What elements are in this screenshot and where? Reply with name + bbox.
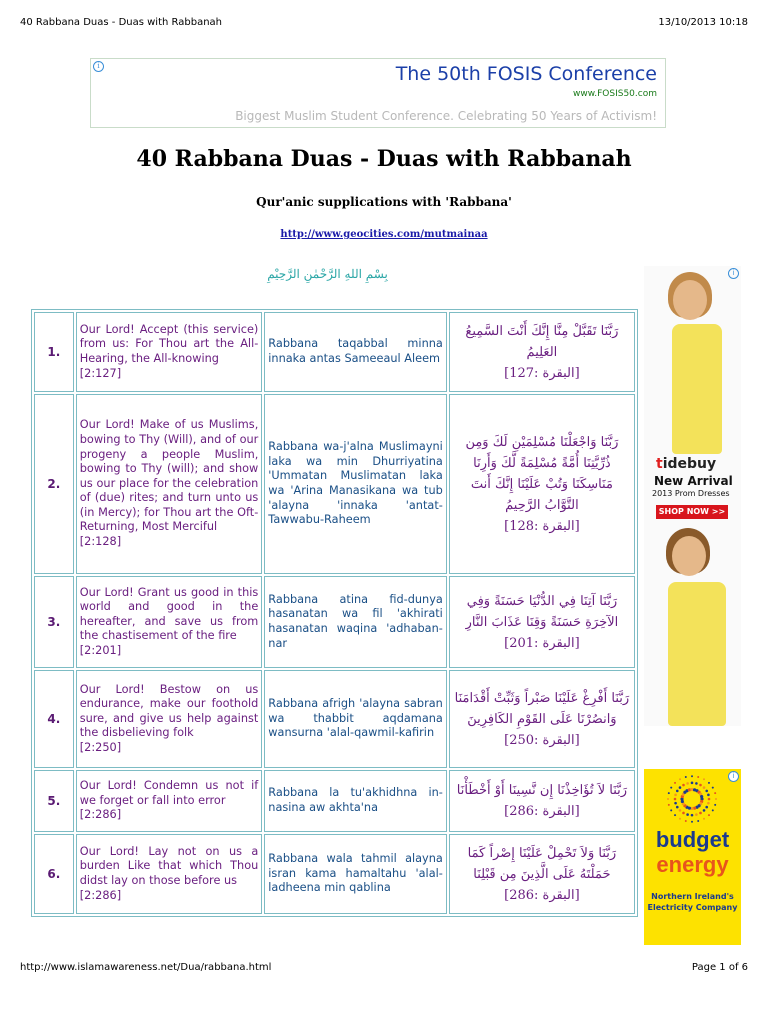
dua-transliteration: Rabbana wala tahmil alayna isran kama hamaltahu 'alal-ladheena min qablina (264, 834, 447, 914)
logo-dot (708, 798, 711, 801)
dua-number: 3. (34, 576, 74, 668)
logo-dot (670, 809, 672, 811)
brand-line-2: energy (656, 852, 729, 877)
logo-dot (679, 809, 682, 812)
dua-arabic (449, 312, 635, 392)
dua-arabic-text: رَبَّنَا وَلاَ تَحْمِلْ عَلَيْنَا إِصْراً كَمَا حَمَلْتَهُ عَلَى الَّذِينَ مِن قَبْلِنَا (467, 845, 617, 882)
dua-english (76, 670, 263, 768)
dua-arabic (449, 576, 635, 668)
dua-arabic-text: رَبَّنَا أَفْرِغْ عَلَيْنَا صَبْراً وَثَبِّتْ أَقْدَامَنَا وَانصُرْنَا عَلَى القَوْمِ الكَافِرِينَ (454, 690, 630, 727)
logo-dot (699, 784, 702, 787)
logo-dot (674, 794, 677, 797)
model-face (672, 536, 706, 576)
dua-transliteration: Rabbana wa-j'alna Muslimayni laka wa min Dhurriyatina 'Ummatan Muslimatan laka wa 'Arina Manasikana wa tub 'alayna 'innaka 'antat-Tawwabu-Raheem (264, 394, 447, 574)
dua-table (31, 309, 638, 917)
dua-english-text: Our Lord! Lay not on us a burden Like that which Thou didst lay on those before us (79, 844, 259, 887)
dua-row (34, 576, 635, 668)
brand-line-1: budget (655, 827, 730, 852)
dua-english-text: Our Lord! Bestow on us endurance, make our foothold sure, and give us help against the disbelieving folk (79, 682, 259, 740)
logo-dot (686, 813, 689, 816)
dua-english-text: Our Lord! Condemn us not if we forget or fall into error (79, 779, 259, 807)
dua-transliteration: Rabbana atina fid-dunya hasanatan wa fil 'akhirati hasanatan waqina 'adhaban-nar (264, 576, 447, 668)
logo-dot (703, 786, 706, 789)
dua-arabic-reference: [البقرة :201] (504, 635, 580, 651)
logo-dot (668, 792, 670, 794)
dua-number: 6. (34, 834, 74, 914)
dua-arabic-text: رَبَّنَا آتِنَا فِي الدُّنْيَا حَسَنَةً وَفِي الآخِرَةِ حَسَنَةً وَقِنَا عَذَابَ النَّارِ (465, 593, 619, 630)
logo-dot (703, 809, 706, 812)
dua-reference: [2:201] (79, 643, 122, 657)
page-title: 40 Rabbana Duas - Duas with Rabbanah (136, 146, 632, 172)
dua-english-text: Our Lord! Grant us good in this world and good in the hereafter, and save us from the chastisement of the fire (79, 585, 259, 643)
dua-arabic-reference: [البقرة :286] (504, 887, 580, 903)
dua-english-text: Our Lord! Make of us Muslims, bowing to Thy (Will), and of our progeny a people Muslim, bowing to Thy (will); and show us our place for the celebration of (due) rites; and turn unto us (in Mercy); for Thou art the Oft-Returning, Most Merciful (79, 418, 259, 534)
logo-dot (712, 809, 714, 811)
logo-dot (712, 787, 714, 789)
logo-dot (679, 786, 682, 789)
logo-dot (679, 818, 681, 820)
dua-row (34, 770, 635, 832)
side-ad-dresses[interactable] (644, 266, 741, 726)
dua-english (76, 576, 263, 668)
dua-reference: [2:127] (79, 366, 122, 380)
dua-arabic (449, 770, 635, 832)
dua-arabic (449, 394, 635, 574)
dua-reference: [2:128] (79, 535, 122, 549)
dua-transliteration: Rabbana la tu'akhidhna in-nasina aw akhta'na (264, 770, 447, 832)
logo-dot (676, 790, 679, 793)
dua-number: 5. (34, 770, 74, 832)
logo-dot (691, 782, 694, 785)
ad-headline: New Arrival (654, 474, 733, 488)
logo-dot (714, 804, 716, 806)
dua-number: 1. (34, 312, 74, 392)
logo-dot (670, 787, 672, 789)
dua-arabic-reference: [البقرة :128] (504, 518, 580, 534)
logo-dot (705, 806, 708, 809)
logo-dot (705, 790, 708, 793)
logo-dot (685, 820, 687, 822)
dua-reference: [2:250] (79, 740, 122, 754)
yellow-dress-image (668, 582, 726, 726)
logo-dot (707, 794, 710, 797)
geocities-link[interactable]: http://www.geocities.com/mutmainaa (280, 229, 488, 240)
dua-arabic-reference: [البقرة :250] (504, 732, 580, 748)
logo-dot (697, 820, 699, 822)
logo-dot (679, 778, 681, 780)
logo-dot (697, 776, 699, 778)
logo-dot (695, 782, 698, 785)
banner-ad-url[interactable]: www.FOSIS50.com (573, 89, 657, 99)
logo-dot (682, 812, 685, 815)
logo-dot (674, 802, 677, 805)
logo-dot (682, 784, 685, 787)
bismillah-text: بِسْمِ اللهِ الرَّحْمٰنِ الرَّحِيْمِ (267, 267, 388, 281)
print-header-title: 40 Rabbana Duas - Duas with Rabbanah (20, 17, 223, 28)
logo-dot (674, 798, 677, 801)
tidebuy-logo: tidebuy (656, 456, 717, 472)
logo-dot (676, 806, 679, 809)
dua-arabic-reference: [البقرة :127] (504, 365, 580, 381)
logo-dot (691, 775, 693, 777)
shop-now-button[interactable]: SHOP NOW >> (656, 505, 728, 519)
banner-ad[interactable] (90, 58, 666, 128)
side-ad-budget-energy[interactable] (644, 769, 741, 945)
print-header (20, 17, 748, 31)
logo-dot (700, 795, 703, 798)
logo-dot (674, 814, 676, 816)
info-icon[interactable]: i (728, 771, 739, 782)
logo-dot (686, 782, 689, 785)
dua-number: 4. (34, 670, 74, 768)
logo-dot (691, 814, 694, 817)
print-header-datetime: 13/10/2013 10:18 (658, 17, 748, 28)
dua-row (34, 834, 635, 914)
dua-row (34, 394, 635, 574)
logo-dot (714, 792, 716, 794)
dua-english (76, 312, 263, 392)
dua-row (34, 312, 635, 392)
dua-reference: [2:286] (79, 888, 122, 902)
logo-dot (685, 776, 687, 778)
logo-dot (699, 812, 702, 815)
ad-subline: 2013 Prom Dresses (652, 489, 730, 498)
logo-dot (691, 821, 693, 823)
dua-transliteration: Rabbana taqabbal minna innaka antas Sameeaul Aleem (264, 312, 447, 392)
dua-arabic (449, 670, 635, 768)
logo-dot (703, 778, 705, 780)
dua-arabic (449, 834, 635, 914)
brand-tagline: Northern Ireland's Electricity Company (647, 892, 738, 912)
dua-english (76, 394, 263, 574)
logo-dot (707, 802, 710, 805)
print-footer-page: Page 1 of 6 (691, 962, 748, 973)
model-face (673, 280, 707, 320)
dua-arabic-reference: [البقرة :286] (504, 804, 580, 819)
yellow-dress-image (672, 324, 722, 454)
dua-arabic-text: رَبَّنَا وَاجْعَلْنَا مُسْلِمَيْنِ لَكَ وَمِن ذُرِّيَّتِنَا أُمَّةً مُسْلِمَةً لَّكَ وَأَرِنَا مَنَاسِكَنَا وَتُبْ عَلَيْنَا إِنَّكَ أَنتَ التَّوَّابُ الرَّحِيمُ (465, 434, 619, 513)
dua-english (76, 834, 263, 914)
dua-english-text: Our Lord! Accept (this service) from us: For Thou art the All-Hearing, the All-knowing (79, 322, 259, 365)
dua-english (76, 770, 263, 832)
dua-arabic-text: رَبَّنَا تَقَبَّلْ مِنَّا إِنَّكَ أَنْتَ السَّمِيعُ العَلِيمُ (465, 323, 619, 360)
logo-dot (668, 804, 670, 806)
dua-transliteration: Rabbana afrigh 'alayna sabran wa thabbit aqdamana wansurna 'alal-qawmil-kafirin (264, 670, 447, 768)
dua-number: 2. (34, 394, 74, 574)
banner-ad-title[interactable]: The 50th FOSIS Conference (395, 63, 657, 85)
logo-dot (674, 782, 676, 784)
budget-energy-logo-icon (644, 769, 741, 829)
info-icon[interactable]: i (93, 61, 104, 72)
dua-reference: [2:286] (79, 808, 122, 822)
dua-row (34, 670, 635, 768)
page-subtitle: Qur'anic supplications with 'Rabbana' (256, 195, 512, 209)
logo-dot (703, 818, 705, 820)
info-icon[interactable]: i (728, 268, 739, 279)
print-footer-url: http://www.islamawareness.net/Dua/rabbana.html (20, 962, 272, 973)
logo-dot (695, 813, 698, 816)
logo-dot (667, 798, 669, 800)
logo-dot (715, 798, 717, 800)
banner-ad-tagline: Biggest Muslim Student Conference. Celebrating 50 Years of Activism! (235, 109, 657, 123)
dua-arabic-text: رَبَّنَا لاَ تُؤَاخِذْنَا إِن نَّسِينَا أَوْ أَخْطَأْنَا (456, 783, 628, 798)
logo-dot (708, 782, 710, 784)
logo-dot (708, 814, 710, 816)
